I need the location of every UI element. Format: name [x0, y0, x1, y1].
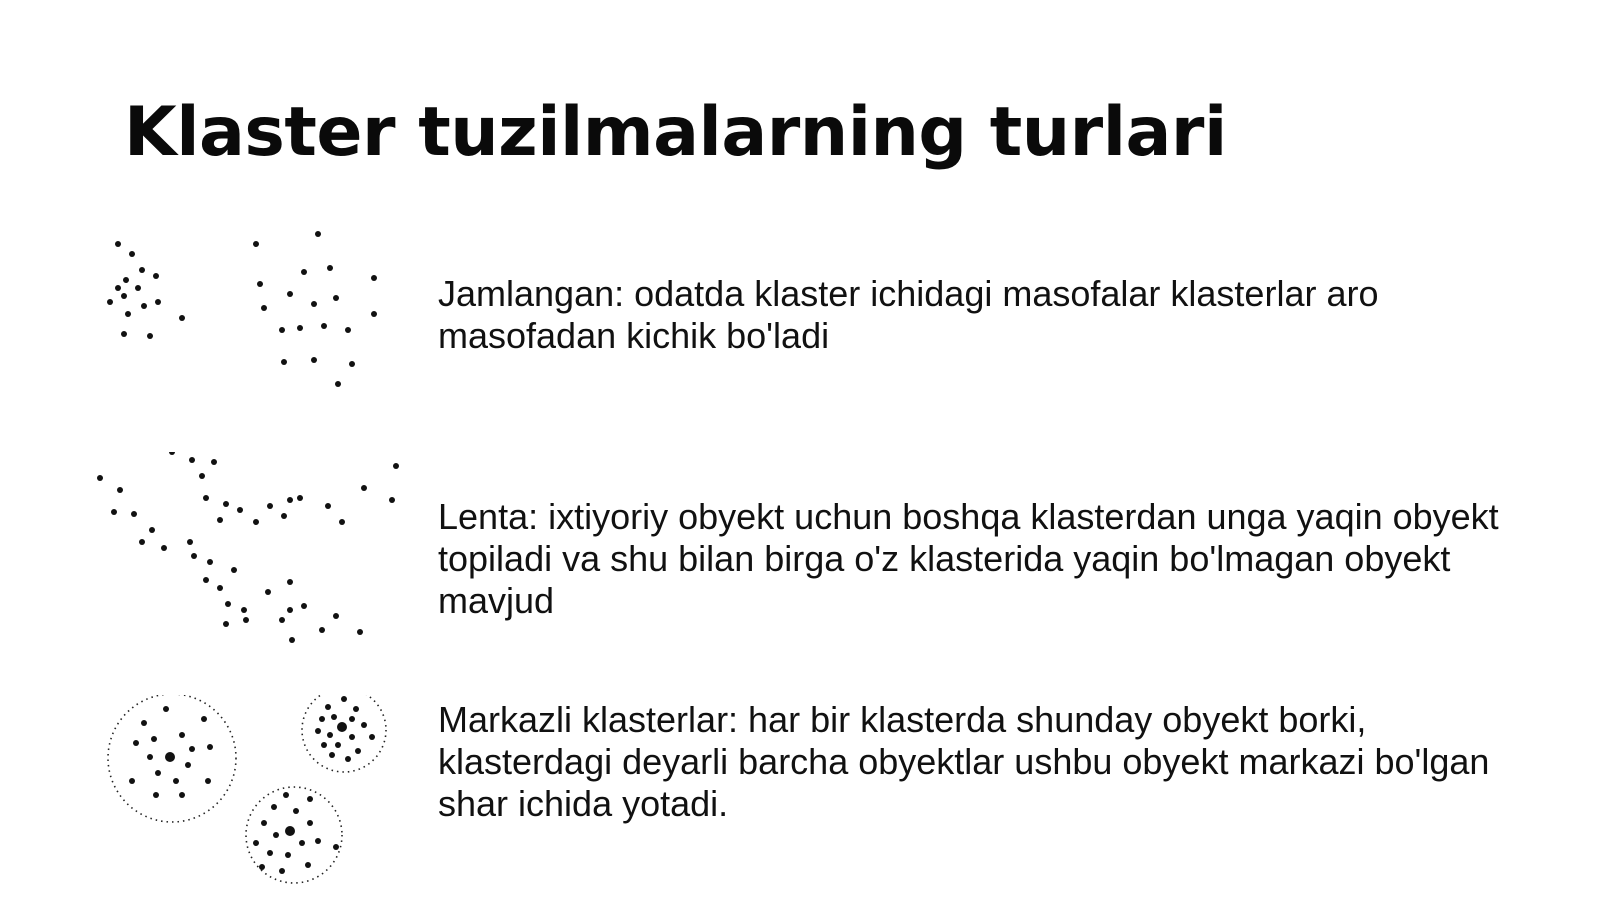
slide-title: Klaster tuzilmalarning turlari: [124, 93, 1227, 172]
well-separated-clusters-icon: [96, 228, 416, 403]
contiguous-clusters-icon: [96, 452, 416, 662]
center-based-clusters-icon: [96, 695, 416, 899]
contiguous-description: Lenta: ixtiyoriy obyekt uchun boshqa klasterdan unga yaqin obyekt topiladi va shu bilan birga o'z klasterida yaqin bo'lmagan obyekt mavjud: [438, 496, 1499, 621]
well-separated-description: Jamlangan: odatda klaster ichidagi masofalar klasterlar aro masofadan kichik bo'ladi: [438, 273, 1379, 356]
center-based-description: Markazli klasterlar: har bir klasterda shunday obyekt borki, klasterdagi deyarli barcha obyektlar ushbu obyekt markazi bo'lgan shar ichida yotadi.: [438, 699, 1490, 824]
